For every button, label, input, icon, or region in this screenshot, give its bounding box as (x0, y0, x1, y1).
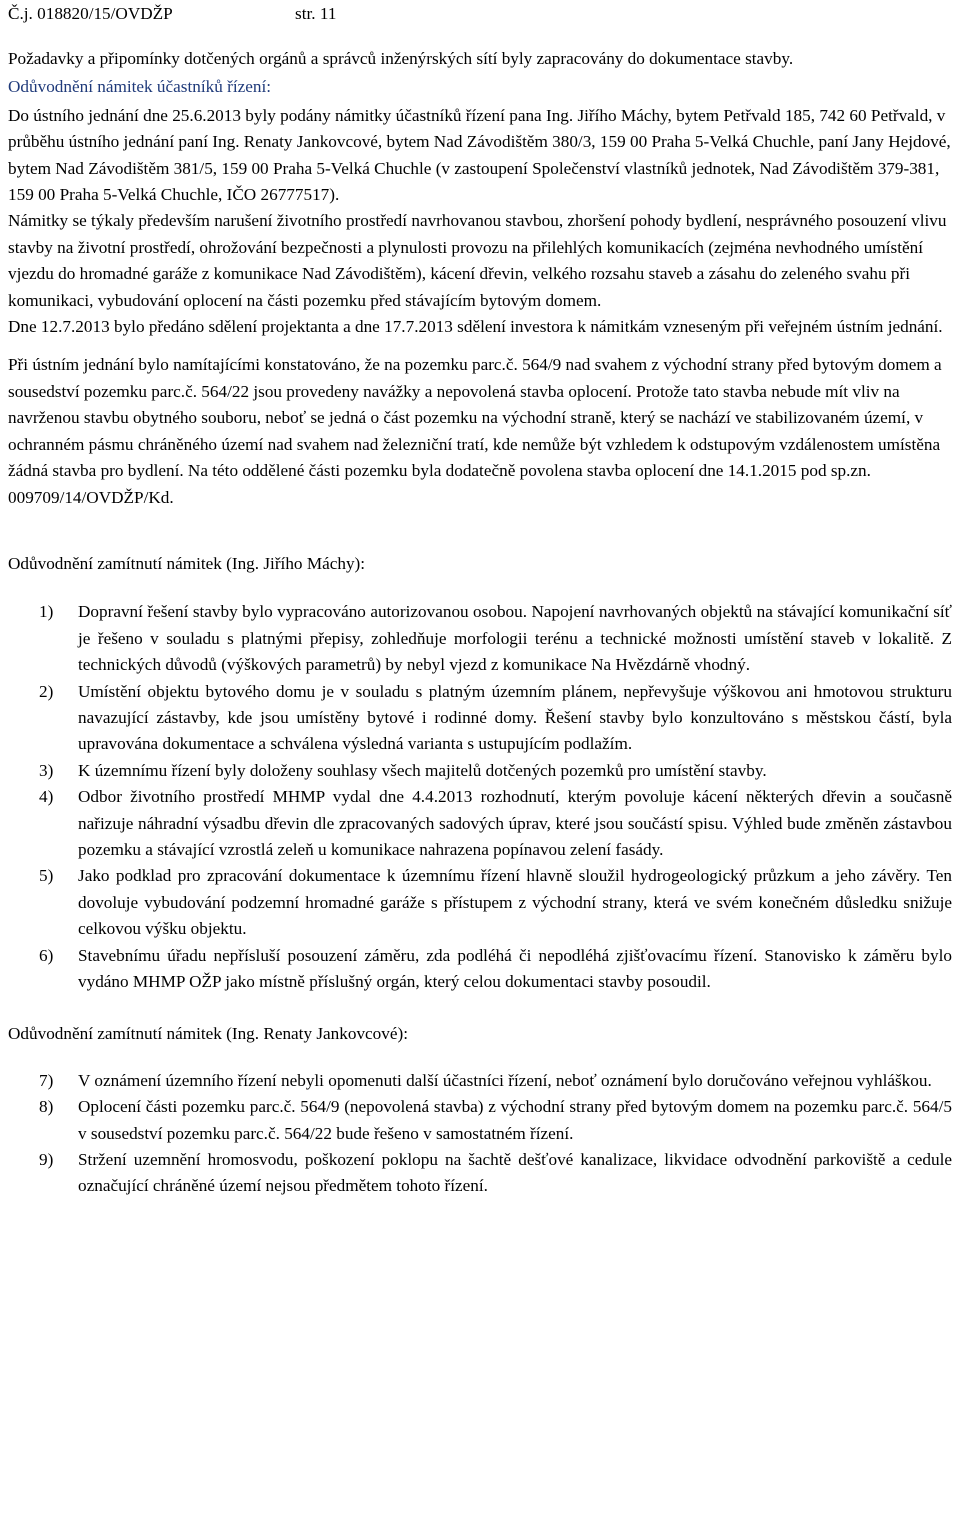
rejection-heading-2: Odůvodnění zamítnutí námitek (Ing. Renaty Jankovcové): (8, 1024, 408, 1044)
list-item: 3) K územnímu řízení byly doloženy souhlasy všech majitelů dotčených pozemků pro umístění stavby. (39, 760, 767, 780)
objections-paragraph-2: Námitky se týkaly především narušení životního prostředí navrhovanou stavbou, zhoršení pohody bydlení, nesprávného posouzení vlivu stavby na životní prostředí, ohrožování bezpečnosti a plynulosti provozu na přilehlých komunikacích (zejména nevhodného umístění vjezdu do hromadné garáže z komunikace Nad Závodištěm), kácení dřevin, velkého rozsahu staveb a zásahu do zeleného svahu při komunikaci, vybudování oplocení na části pozemku před stávajícím bytovým domem. (8, 211, 947, 310)
list-item: 4) Odbor životního prostředí MHMP vydal dne 4.4.2013 rozhodnutí, kterým povoluje kácení některých dřevin a současně nařizuje náhradní výsadbu dřevin dle zpracovaných sadových úprav, které jsou součástí spisu. Výhled bude změněn zástavbou pozemku a stávající vzrostlá zeleň u komunikace nahrazena popínavou zelení fasády. (39, 787, 952, 859)
rejection-list-1 (8, 599, 952, 995)
list-item: 5) Jako podklad pro zpracování dokumentace k územnímu řízení hlavně sloužil hydrogeologický průzkum a jeho závěry. Ten dovoluje vybudování podzemní hromadné garáže s přístupem z východní strany, která ve svém konečném důsledku snižuje celkovou výšku objektu. (39, 866, 952, 939)
page-number: str. 11 (295, 4, 337, 23)
list-item: 7) V oznámení územního řízení nebyli opomenuti další účastníci řízení, neboť oznámení bylo doručováno veřejnou vyhláškou. (39, 1070, 932, 1090)
page-header (8, 0, 952, 28)
objections-paragraph-1: Do ústního jednání dne 25.6.2013 byly podány námitky účastníků řízení pana Ing. Jiřího Máchy, bytem Petřvald 185, 742 60 Petřvald, v průběhu ústního jednání paní Ing. Renaty Jankovcové, bytem Nad Závodištěm 380/3, 159 00 Praha 5-Velká Chuchle, paní Jany Hejdové, bytem Nad Závodištěm 381/5, 159 00 Praha 5-Velká Chuchle (v zastoupení Společenství vlastníků jednotek, Nad Závodištěm 379-381, 159 00 Praha 5-Velká Chuchle, IČO 26777517). (8, 105, 951, 205)
objections-paragraph-3: Dne 12.7.2013 bylo předáno sdělení projektanta a dne 17.7.2013 sdělení investora k námitkám vzneseným při veřejném ústním jednání. (8, 317, 943, 337)
list-item: 6) Stavebnímu úřadu nepřísluší posouzení záměru, zda podléhá či nepodléhá zjišťovacímu řízení. Stanovisko k záměru bylo vydáno MHMP OŽP jako místně příslušný orgán, který celou dokumentaci stavby posoudil. (39, 945, 952, 991)
intro-paragraph: Požadavky a připomínky dotčených orgánů a správců inženýrských sítí byly zapracovány do dokumentace stavby. (8, 49, 794, 68)
list-item: 1) Dopravní řešení stavby bylo vypracováno autorizovanou osobou. Napojení navrhovaných objektů na stávající komunikační síť je řešeno v souladu s platnými přepisy, zohledňuje morfologii terénu a technické možnosti umístění staveb v lokalitě. Z technických důvodů (výškových parametrů) by nebyl vjezd z komunikace Na Hvězdárně vhodný. (39, 602, 952, 675)
list-item: 9) Stržení uzemnění hromosvodu, poškození poklopu na šachtě dešťové kanalizace, likvidace odvodnění parkoviště a cedule označující chráněné území nejsou předmětem tohoto řízení. (39, 1150, 952, 1196)
objections-heading: Odůvodnění námitek účastníků řízení: (8, 77, 271, 97)
rejection-list-2 (8, 1068, 952, 1200)
rejection-heading-1: Odůvodnění zamítnutí námitek (Ing. Jiřího Máchy): (8, 553, 366, 573)
list-item: 8) Oplocení části pozemku parc.č. 564/9 (nepovolená stavba) z východní strany před bytovým domem na pozemku parc.č. 564/5 v sousedství pozemku parc.č. 564/22 bude řešeno v samostatném řízení. (39, 1097, 952, 1143)
hearing-paragraph: Při ústním jednání bylo namítajícími konstatováno, že na pozemku parc.č. 564/9 nad svahem z východní strany před bytovým domem a sousedství pozemku parc.č. 564/22 jsou provedeny navážky a nepovolená stavba oplocení. Protože tato stavba nebude mít vliv na navrženou stavbu obytného souboru, neboť se jedná o část pozemku na východní straně, který se nachází ve stabilizovaném území, v ochranném pásmu chráněného území nad svahem nad železniční tratí, kde nemůže být vzhledem k odstupovým vzdálenostem umístěna žádná stavba pro bydlení. Na této oddělené části pozemku byla dodatečně povolena stavba oplocení dne 14.1.2015 pod sp.zn. 009709/14/OVDŽP/Kd. (8, 355, 942, 507)
reference-number: Č.j. 018820/15/OVDŽP (8, 4, 173, 23)
list-item: 2) Umístění objektu bytového domu je v souladu s platným územním plánem, nepřevyšuje výškovou ani hmotovou strukturu navazující zástavby, kde jsou umístěny bytové i rodinné domy. Řešení stavby bylo konzultováno s městskou částí, byla upravována dokumentace a schválena výsledná varianta s ustupujícím podlažím. (39, 681, 952, 754)
